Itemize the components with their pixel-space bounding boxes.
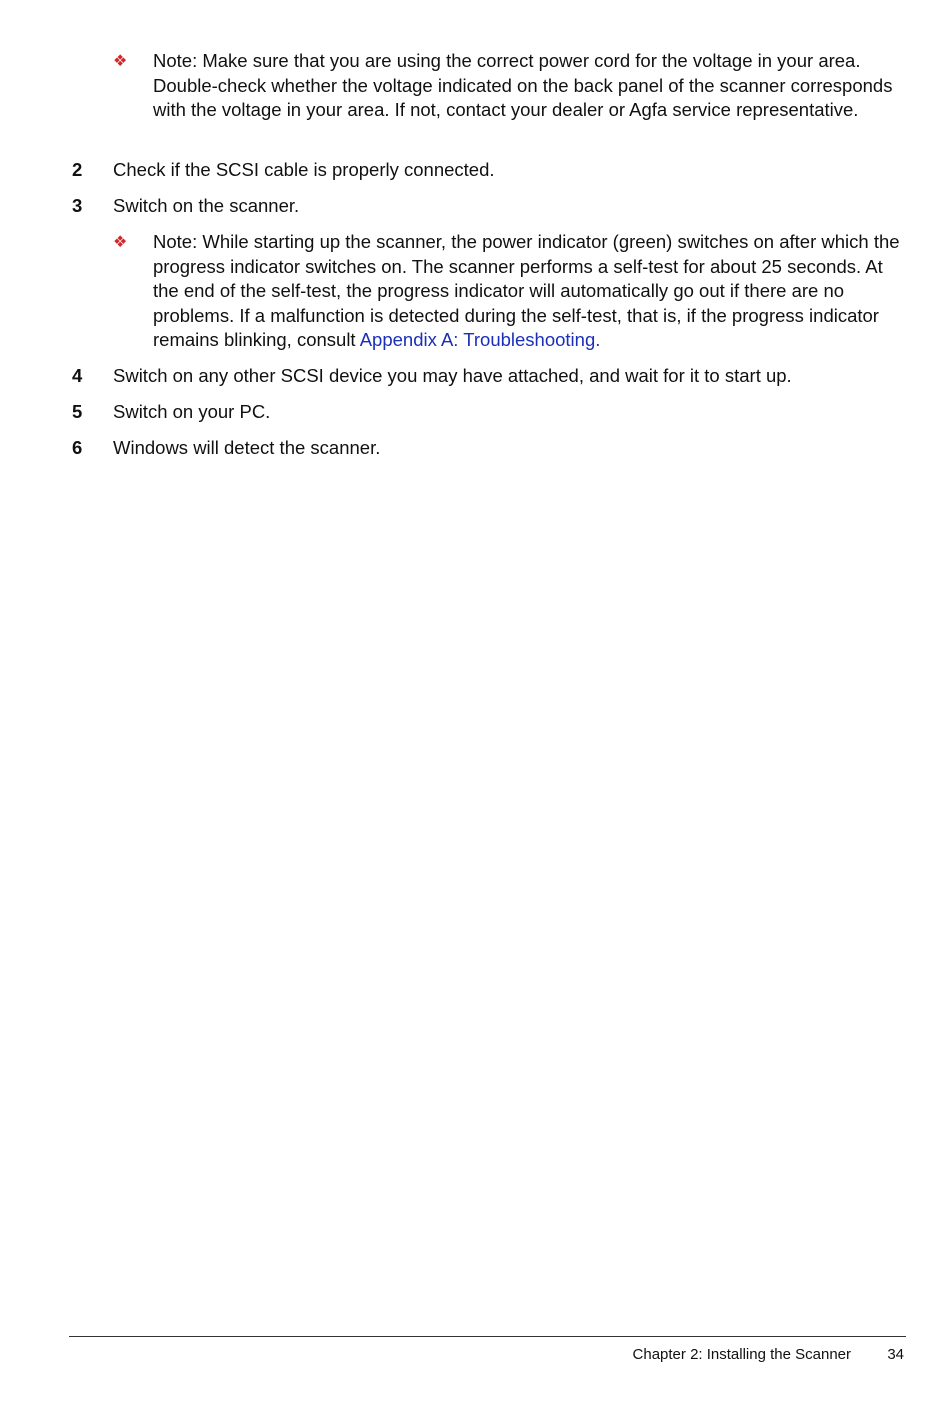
note-self-test (113, 230, 903, 353)
step-text: Switch on any other SCSI device you may have attached, and wait for it to start up. (113, 365, 792, 386)
note-text (153, 230, 903, 353)
note-text-body: Note: While starting up the scanner, the power indicator (green) switches on after which the progress indicator switches on. The scanner performs a self-test for about 25 seconds. At the end of the self-test, the progress indicator will automatically go out if there are no problems. If a malfunction is detected during the self-test, that is, if the progress indicator remains blinking, consult (153, 231, 900, 350)
step-text: Switch on your PC. (113, 401, 271, 422)
footer-page-number: 34 (887, 1346, 904, 1363)
step-4 (72, 364, 902, 389)
diamond-bullet-icon: ❖ (113, 232, 128, 251)
step-number: 5 (72, 401, 83, 422)
step-number: 3 (72, 195, 83, 216)
step-3 (72, 194, 902, 219)
step-5 (72, 400, 902, 425)
diamond-bullet-icon: ❖ (113, 51, 128, 70)
step-text: Windows will detect the scanner. (113, 437, 381, 458)
step-text: Check if the SCSI cable is properly connected. (113, 159, 495, 180)
step-number: 4 (72, 365, 83, 386)
footer-chapter-title: Chapter 2: Installing the Scanner (632, 1346, 851, 1363)
step-text: Switch on the scanner. (113, 195, 300, 216)
footer-divider (69, 1336, 906, 1337)
appendix-a-link[interactable]: Appendix A: Troubleshooting. (359, 329, 601, 350)
step-6 (72, 436, 902, 461)
step-number: 2 (72, 159, 83, 180)
note-power-cord (113, 49, 903, 123)
step-2 (72, 158, 902, 183)
step-number: 6 (72, 437, 83, 458)
note-text: Note: Make sure that you are using the correct power cord for the voltage in your area. Double-check whether the voltage indicated on the back panel of the scanner corresponds with the voltage in your area. If not, contact your dealer or Agfa service representative. (153, 50, 893, 120)
